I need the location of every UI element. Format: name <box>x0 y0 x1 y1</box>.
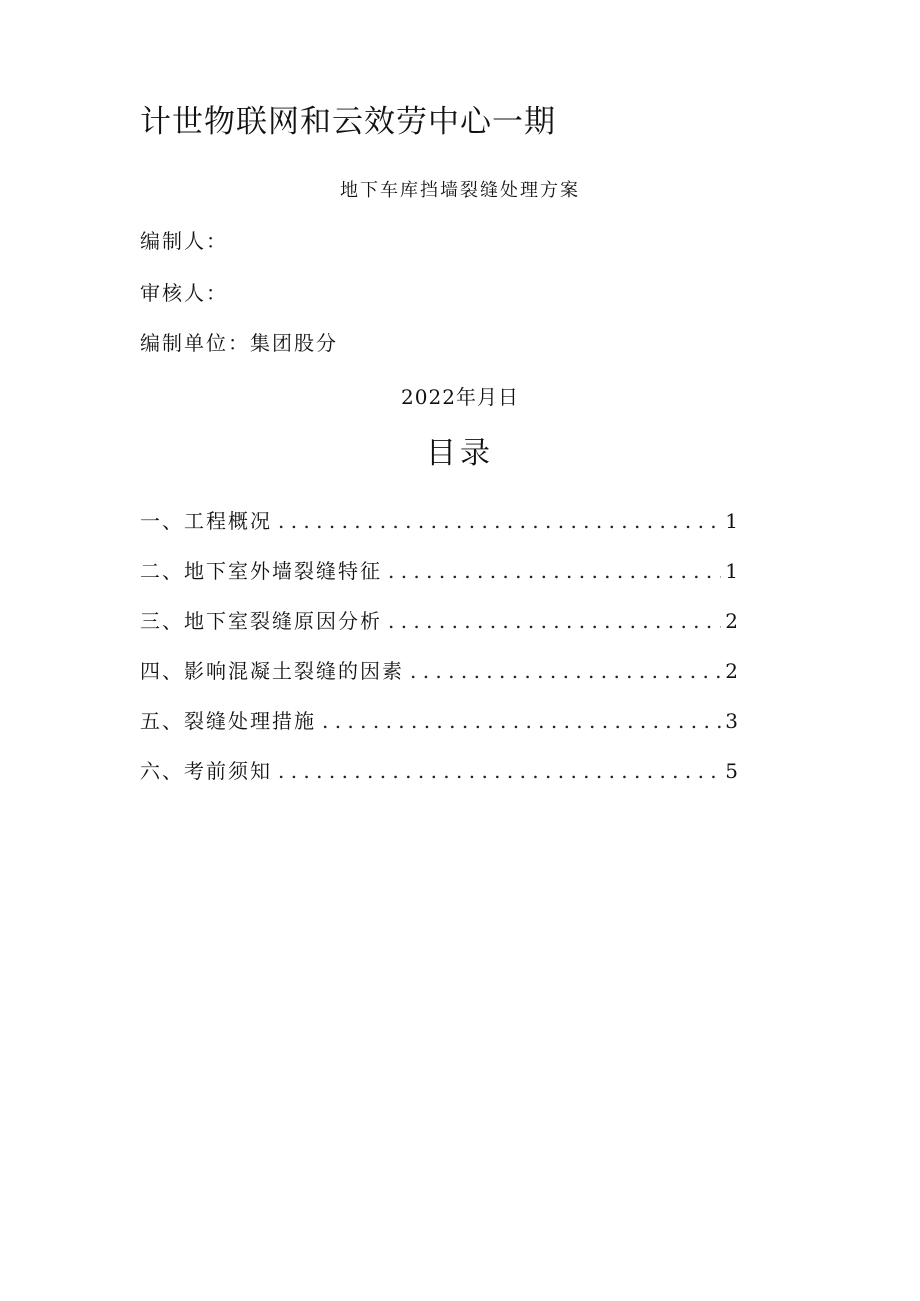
toc-entry-treatment-measures[interactable] <box>140 705 738 755</box>
reviewed-by-line: 审核人： <box>140 281 228 305</box>
toc-entry-label: 二、地下室外墙裂缝特征 <box>140 559 382 583</box>
toc-entry-page: 1 <box>725 559 738 583</box>
toc-dot-leader <box>388 559 721 583</box>
toc-entry-label: 六、考前须知 <box>140 759 272 783</box>
toc-dot-leader <box>322 709 721 733</box>
toc-entry-crack-features[interactable] <box>140 555 738 605</box>
toc-entry-label: 五、裂缝处理措施 <box>140 709 316 733</box>
toc-entry-label: 三、地下室裂缝原因分析 <box>140 609 382 633</box>
toc-entry-page: 2 <box>725 609 738 633</box>
toc-entry-label: 一、工程概况 <box>140 509 272 533</box>
toc-entry-crack-factors[interactable] <box>140 655 738 705</box>
toc-dot-leader <box>278 509 721 533</box>
toc-dot-leader <box>410 659 721 683</box>
toc-entry-notes[interactable] <box>140 755 738 805</box>
toc-entry-label: 四、影响混凝土裂缝的因素 <box>140 659 404 683</box>
toc-entry-page: 1 <box>725 509 738 533</box>
toc-entry-page: 5 <box>725 759 738 783</box>
toc-entry-overview[interactable] <box>140 505 738 555</box>
prepared-unit-line: 编制单位：集团股分 <box>140 331 338 355</box>
toc-dot-leader <box>278 759 721 783</box>
toc-entry-crack-causes[interactable] <box>140 605 738 655</box>
table-of-contents <box>140 505 738 805</box>
document-date: 2022年月日 <box>401 385 519 409</box>
toc-entry-page: 2 <box>725 659 738 683</box>
toc-heading: 目录 <box>426 436 494 471</box>
project-title: 计世物联网和云效劳中心一期 <box>140 104 556 140</box>
toc-dot-leader <box>388 609 721 633</box>
toc-entry-page: 3 <box>725 709 738 733</box>
document-subtitle: 地下车库挡墙裂缝处理方案 <box>340 180 580 201</box>
prepared-by-line: 编制人： <box>140 229 228 253</box>
